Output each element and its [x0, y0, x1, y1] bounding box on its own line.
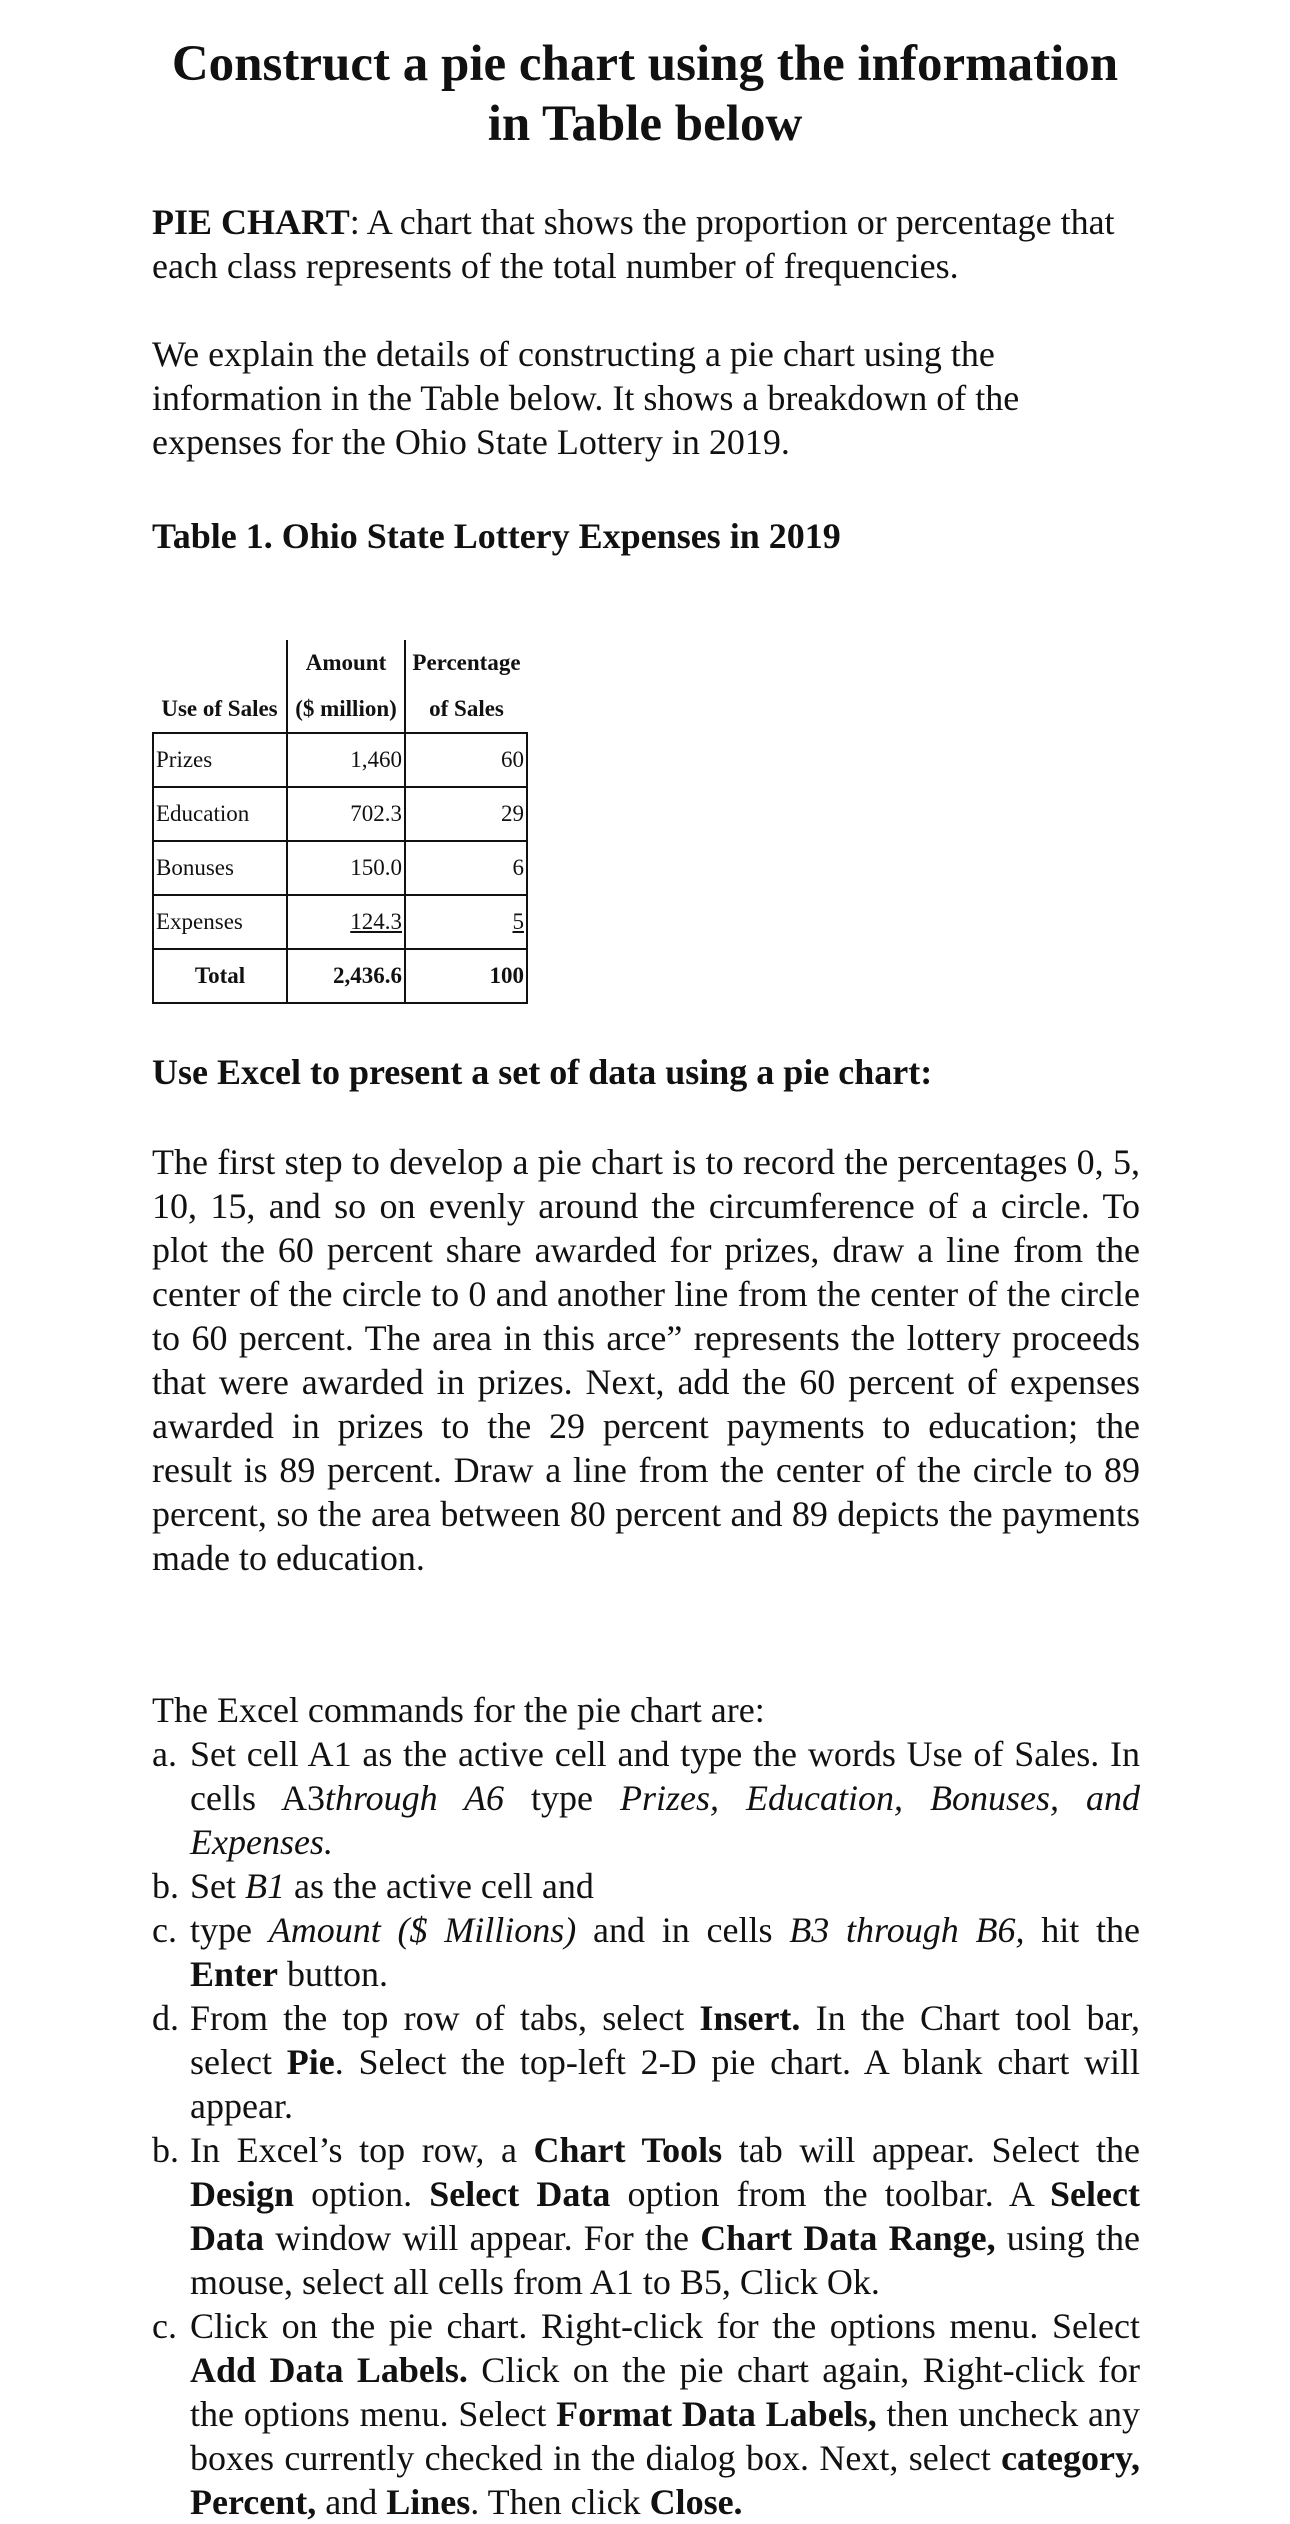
list-marker: d. — [152, 1998, 179, 2038]
excel-heading: Use Excel to present a set of data using a pie chart: — [152, 1052, 933, 1092]
list-item: b. Set B1 as the active cell and — [152, 1866, 594, 1906]
list-item: c. type Amount ($ Millions) and in cells B3 through B6, hit the Enter button. — [152, 1910, 1141, 1994]
list-marker: c. — [152, 1910, 177, 1950]
header-of-sales: of Sales — [405, 686, 527, 733]
title-line-1: Construct a pie chart using the information — [171, 36, 1119, 92]
table-row — [153, 787, 527, 841]
page-title — [140, 34, 1150, 154]
header-use-of-sales: Use of Sales — [161, 696, 278, 721]
list-item: b. In Excel’s top row, a Chart Tools tab will appear. Select the Design option. Select Data option from the toolbar. A Select Data window will appear. For the Chart Data Range, using the mouse, select all cells from A1 to B5, Click Ok. — [152, 2130, 1140, 2302]
list-marker: b. — [152, 1866, 179, 1906]
row-amount: 702.3 — [287, 787, 405, 841]
definition-term: PIE CHART — [152, 202, 350, 242]
commands-intro: The Excel commands for the pie chart are: — [152, 1690, 765, 1730]
list-marker: a. — [152, 1734, 177, 1774]
row-amount: 124.3 — [350, 909, 402, 934]
table-header-row-1 — [153, 640, 527, 686]
row-use: Education — [153, 787, 287, 841]
row-use: Bonuses — [153, 841, 287, 895]
total-label: Total — [153, 949, 287, 1003]
table-row — [153, 733, 527, 787]
row-amount: 1,460 — [287, 733, 405, 787]
table-row — [153, 841, 527, 895]
definition-paragraph — [152, 200, 1140, 288]
list-item: a. Set cell A1 as the active cell and type the words Use of Sales. In cells A3through A6 type Prizes, Education, Bonuses, and Expenses. — [152, 1734, 1141, 1862]
steps-paragraph: The first step to develop a pie chart is to record the percentages 0, 5, 10, 15, and so on evenly around the circumference of a circle. To plot the 60 percent share awarded for prizes, draw a line from the center of the circle to 0 and another line from the center of the circle to 60 percent. The area in this arce” represents the lottery proceeds that were awarded in prizes. Next, add the 60 percent of expenses awarded in prizes to the 29 percent payments to education; the result is 89 percent. Draw a line from the center of the circle to 89 percent, so the area between 80 percent and 89 depicts the payments made to education. — [152, 1142, 1140, 1578]
total-amount: 2,436.6 — [287, 949, 405, 1003]
list-item: c. Click on the pie chart. Right-click for the options menu. Select Add Data Labels. Click on the pie chart again, Right-click for the options menu. Select Format Data Labels, then uncheck any boxes currently checked in the dialog box. Next, select category, Percent, and Lines. Then click Close. — [152, 2306, 1140, 2522]
title-line-2: in Table below — [487, 96, 803, 152]
lottery-expenses-table — [152, 640, 528, 1004]
row-percent: 6 — [405, 841, 527, 895]
header-million: ($ million) — [287, 686, 405, 733]
header-percentage: Percentage — [405, 640, 527, 686]
row-percent: 5 — [512, 909, 524, 934]
row-use: Expenses — [153, 895, 287, 949]
header-amount: Amount — [287, 640, 405, 686]
total-percent: 100 — [405, 949, 527, 1003]
row-use: Prizes — [153, 733, 287, 787]
intro-paragraph: We explain the details of constructing a pie chart using the information in the Table below. It shows a breakdown of the expenses for the Ohio State Lottery in 2019. — [152, 334, 1020, 462]
table-caption: Table 1. Ohio State Lottery Expenses in 2019 — [152, 516, 841, 556]
definition-text: : A chart that shows the proportion or percentage that each class represents of the total number of frequencies. — [152, 202, 1115, 286]
list-marker: c. — [152, 2306, 177, 2346]
list-item: d. From the top row of tabs, select Insert. In the Chart tool bar, select Pie. Select the top-left 2-D pie chart. A blank chart will appear. — [152, 1998, 1140, 2126]
table-header-row-2 — [153, 686, 527, 733]
row-percent: 60 — [405, 733, 527, 787]
list-marker: b. — [152, 2130, 179, 2170]
table-row — [153, 895, 527, 949]
row-amount: 150.0 — [287, 841, 405, 895]
row-percent: 29 — [405, 787, 527, 841]
excel-commands — [152, 1688, 1140, 2524]
table-total-row — [153, 949, 527, 1003]
